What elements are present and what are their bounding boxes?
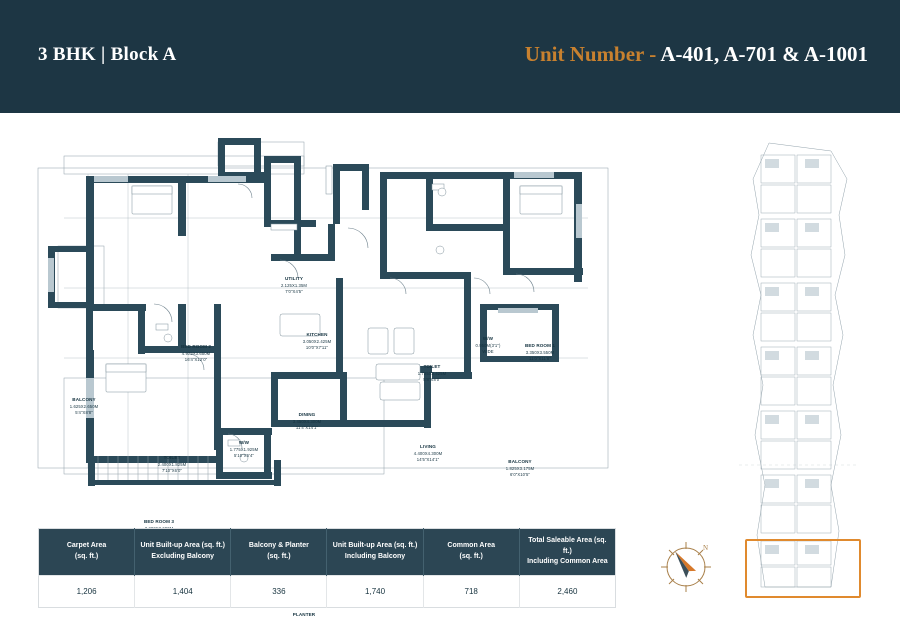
header-line-2: (sq. ft.): [74, 552, 99, 560]
room-label-dining: [278, 412, 336, 431]
room-dim-metric: 3.050X2.425M: [302, 338, 332, 344]
header-line-1: Balcony & Planter: [248, 542, 309, 550]
col-header-carpet-area: [39, 529, 135, 576]
room-dim-imperial: 5'8"X8'0": [423, 376, 441, 382]
room-dim-metric: 1.825X3.175M: [505, 465, 535, 471]
room-dim-metric: 0.950M(3'1"): [475, 342, 501, 348]
cell-carpet-area: 1,206: [39, 575, 135, 607]
unit-number-separator: -: [644, 42, 661, 66]
key-plan: [735, 135, 865, 595]
header-line-1: Unit Built-up Area (sq. ft.): [332, 542, 418, 550]
floorplan-svg: [28, 128, 688, 518]
page-header: [0, 0, 900, 113]
header-line-2: (sq. ft.): [267, 552, 291, 560]
compass-svg: [655, 536, 717, 598]
room-name: BALCONY: [72, 397, 96, 402]
room-dim-metric: 3.350X3.550M: [525, 349, 555, 355]
col-header-common-area: [423, 529, 519, 576]
room-dim-metric: 1.775X1.925M: [229, 446, 259, 452]
col-header-balcony-planter: [231, 529, 327, 576]
header-line-2: Including Common Area: [527, 558, 608, 565]
cell-total-saleable: 2,460: [519, 575, 615, 607]
room-dim-imperial: 5'4"X8'8": [75, 409, 93, 415]
room-dim-metric: 3.450X4.300M: [292, 418, 322, 424]
room-label-ww-left: [214, 440, 274, 459]
room-dim-imperial: 14'5"X14'1": [416, 456, 440, 462]
room-label-bedroom-2: [161, 344, 231, 363]
room-dim-metric: 2.400X1.825M: [157, 461, 187, 467]
compass-rose: [655, 536, 717, 598]
room-dim-imperial: 5'10"X6'4": [233, 452, 254, 458]
table-row: [39, 575, 616, 607]
room-dim-imperial: 11'0"X11'8": [529, 355, 551, 361]
cell-builtup-excluding: 1,404: [135, 575, 231, 607]
room-dim-imperial: 7'0"X4'5": [285, 288, 303, 294]
key-plan-svg: [735, 135, 865, 595]
room-dim-metric: 2.125X1.35M: [280, 282, 307, 288]
room-dim-imperial: 11'4"X14'1": [295, 424, 319, 430]
page-title: 3 BHK | Block A: [38, 44, 177, 65]
header-line-2: Including Balcony: [344, 552, 406, 560]
room-label-toilet-right: [406, 364, 458, 383]
key-plan-unit-highlight: [745, 539, 861, 598]
compass-north-label: N: [703, 544, 709, 552]
header-line-2: (sq. ft.): [459, 552, 483, 560]
room-name: UTILITY: [284, 276, 304, 281]
header-line-1: Unit Built-up Area (sq. ft.): [140, 542, 225, 550]
table-header-row: [39, 529, 616, 576]
unit-number-value: A-401, A-701 & A-1001: [660, 42, 868, 66]
unit-number: [525, 42, 868, 67]
room-label-toilet-left: [146, 455, 198, 474]
room-name: LIVING: [420, 444, 436, 449]
room-name: BED ROOM 1: [524, 343, 556, 348]
room-name: PLANTER: [292, 612, 316, 617]
header-line-1: Total Saleable Area (sq. ft.): [528, 537, 607, 555]
room-label-living: [400, 444, 456, 463]
room-name: DINING: [298, 412, 316, 417]
room-label-bedroom-1: [506, 343, 574, 362]
room-dim-imperial: 6'0"X10'5": [509, 471, 530, 477]
header-line-1: Carpet Area: [66, 542, 107, 550]
room-label-kitchen: [286, 332, 348, 351]
col-header-total-saleable: [519, 529, 615, 576]
room-name: BED ROOM 2: [180, 344, 212, 349]
room-dim-metric: 1.725X2.425M: [417, 370, 447, 376]
room-dim-metric: 1.625X2.650M: [69, 403, 99, 409]
room-dim-imperial: 7'10"X6'0": [161, 467, 182, 473]
room-name: BALCONY: [508, 459, 532, 464]
header-line-1: Common Area: [447, 542, 495, 550]
room-dim-metric: 4.975X3.650M: [181, 350, 211, 356]
cell-balcony-planter: 336: [231, 575, 327, 607]
room-label-planter: [276, 612, 332, 619]
room-label-utility: [264, 276, 324, 295]
area-statement-table: [38, 528, 616, 608]
room-label-balcony-left: [56, 397, 112, 416]
header-line-2: Excluding Balcony: [151, 552, 215, 560]
room-name: W/W: [238, 440, 250, 445]
room-name: KITCHEN: [306, 332, 328, 337]
room-name: TOILET: [163, 455, 181, 460]
room-label-balcony-right: [492, 459, 548, 478]
room-dim-imperial: 10'0"X7'11": [305, 344, 329, 350]
room-dim-metric: 4.400X4.300M: [413, 450, 443, 456]
cell-builtup-including: 1,740: [327, 575, 423, 607]
room-name: W/W: [482, 336, 494, 341]
col-header-builtup-including: [327, 529, 423, 576]
room-dim-imperial: WIDE: [482, 348, 494, 354]
unit-number-label: Unit Number: [524, 42, 644, 66]
room-dim-imperial: 16'4"X12'0": [184, 356, 208, 362]
cell-common-area: 718: [423, 575, 519, 607]
room-name: TOILET: [423, 364, 441, 369]
col-header-builtup-excluding: [135, 529, 231, 576]
room-name: BED ROOM 3: [143, 519, 175, 524]
